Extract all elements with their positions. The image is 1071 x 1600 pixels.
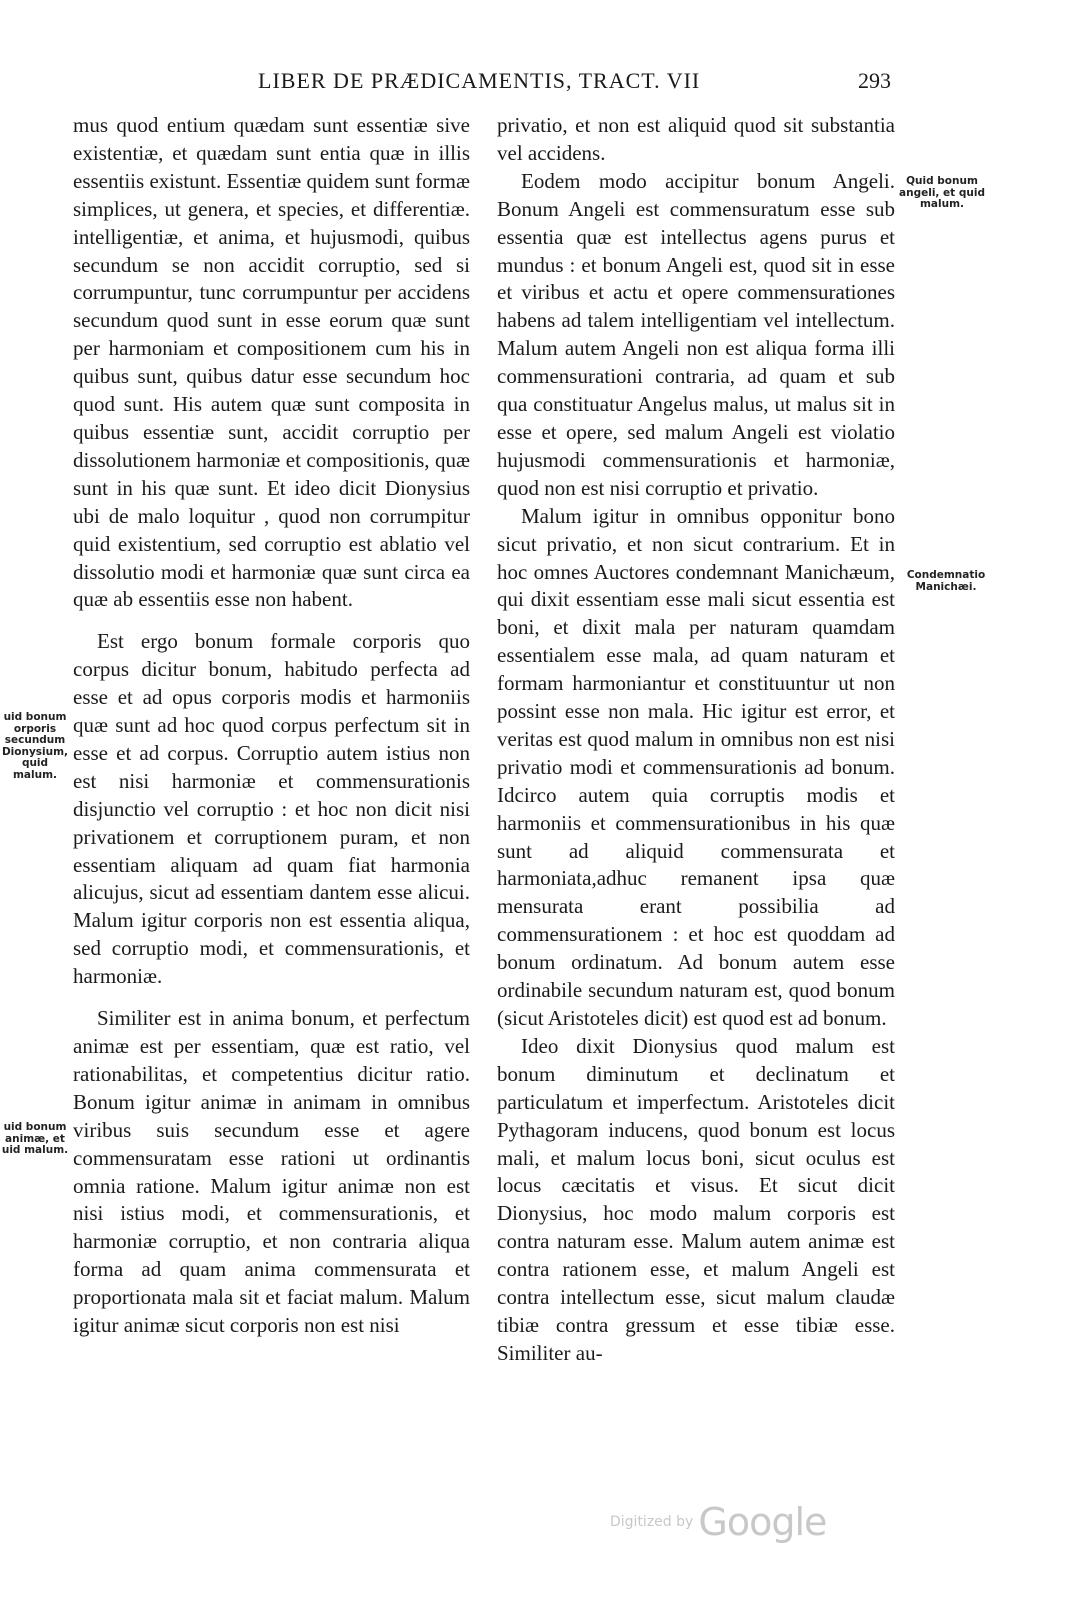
marginal-note-body: uid bonum orporis secundum Dionysium, quid malum. [1, 711, 69, 781]
marginal-note-manichaeus: Condemnatio Manichæi. [906, 569, 986, 593]
paragraph: mus quod entium quædam sunt essentiæ sive existentiæ, et quædam sunt entia quæ in illis essentiis existunt. Essentiæ quidem sunt formæ simplices, ut genera, et species, et differentiæ. intelligentiæ, et anima, et hujusmodi, quibus secundum se non accidit corruptio, sed si corrumpuntur, tunc corrumpuntur per accidens secundum quod sunt in esse eorum quæ sunt per harmoniam et compositionem cum his in quibus sunt, quibus datur esse secundum hoc quod sunt. His autem quæ sunt composita in quibus essentiæ sunt, accidit corruptio per dissolutionem harmoniæ et compositionis, quæ sunt in his quæ sunt. Et ideo dicit Dionysius ubi de malo loquitur , quod non corrumpitur quid existentium, sed corruptio est ablatio vel dissolutio modi et harmoniæ quæ sunt circa ea quæ ab essentiis esse non habent. [73, 113, 470, 612]
marginal-note-angel: Quid bonum angeli, et quid malum. [899, 175, 985, 210]
google-watermark [610, 1500, 826, 1544]
google-logo: Google [698, 1500, 827, 1544]
paragraph: Ideo dixit Dionysius quod malum est bonum diminutum et declinatum et particulatum et imperfectum. Aristoteles dicit Pythagoram inducens, quod bonum est locus mali, et malum locus boni, sicut oculus est locus cæcitatis et visus. Et sicut dicit Dionysius, hoc modo malum corporis est contra naturam esse. Malum autem animæ est contra rationem esse, et malum Angeli est contra intellectum esse, sicut malum claudæ tibiæ contra gressum et esse tibiæ esse. Similiter au- [497, 1033, 895, 1365]
watermark-prefix: Digitized by [610, 1514, 694, 1530]
paragraph: privatio, et non est aliquid quod sit substantia vel accidens. [497, 113, 895, 165]
running-head: LIBER DE PRÆDICAMENTIS, TRACT. VII [258, 68, 701, 93]
paragraph: Est ergo bonum formale corporis quo corpus dicitur bonum, habitudo perfecta ad esse et ad opus corporis modis et harmoniis quæ sunt ad hoc quod corpus perfectum sit in esse et ad corpus. Corruptio autem istius non est nisi harmoniæ et commensurationis disjunctio vel corruptio : et hoc non dicit nisi privationem et corruptionem puram, et non essentiam aliquam ad quam fiat harmonia alicujus, sicut ad essentiam dantem esse alicui. Malum igitur corporis non est essentia aliqua, sed corruptio modi, et commensurationis, et harmoniæ. [73, 629, 470, 989]
paragraph: Eodem modo accipitur bonum Angeli. Bonum Angeli est commensuratum esse sub essentia quæ est intellectus agens purus et mundus : et bonum Angeli est, quod sit in esse et viribus et actu et opere commensurationes habens ad talem intelligentiam vel intellectum. Malum autem Angeli non est aliqua forma illi commensurationi contraria, ad quam et sub qua constituatur Angelus malus, ut malus sit in esse et opere, sed malum Angeli est violatio hujusmodi commensurationis et harmoniæ, quod non est nisi corruptio et privatio. [497, 168, 895, 500]
paragraph: Similiter est in anima bonum, et perfectum animæ est per essentiam, quæ est ratio, vel rationabilitas, et competentius dicitur ratio. Bonum igitur animæ in animam in omnibus viribus suis secundum esse et agere commensuratam esse rationi ut ordinantis omnia ratione. Malum igitur animæ non est nisi istius modi, et commensurationis, et harmoniæ corruptio, et non contraria aliqua forma ad quam anima commensurata et proportionata mala sit et faciat malum. Malum igitur animæ sicut corporis non est nisi [73, 1006, 470, 1338]
page-number: 293 [858, 68, 891, 93]
right-column [497, 112, 895, 1368]
marginal-note-soul: uid bonum animæ, et uid malum. [1, 1121, 69, 1156]
left-column [73, 112, 470, 1340]
paragraph: Malum igitur in omnibus opponitur bono sicut privatio, et non sicut contrarium. Et in hoc omnes Auctores condemnant Manichæum, qui dixit essentiam esse mali sicut essentia est boni, et dixit mala per naturam quamdam essentialem esse mala, ad quam naturam et formam harmoniantur et constituuntur ut non possint esse non mala. Hic igitur est error, et veritas est quod malum in omnibus non est nisi privatio modi et commensurationis ad bonum. Idcirco autem quia corruptis modis et harmoniis et commensurationibus in his quæ sunt ad aliquid commensurata et harmoniata,adhuc remanent ipsa quæ mensurata erant possibilia ad commensurationem : et hoc est quoddam ad bonum ordinatum. Ad bonum autem esse ordinabile secundum naturam est, quod bonum (sicut Aristoteles dicit) est quod est ad bonum. [497, 503, 895, 1030]
